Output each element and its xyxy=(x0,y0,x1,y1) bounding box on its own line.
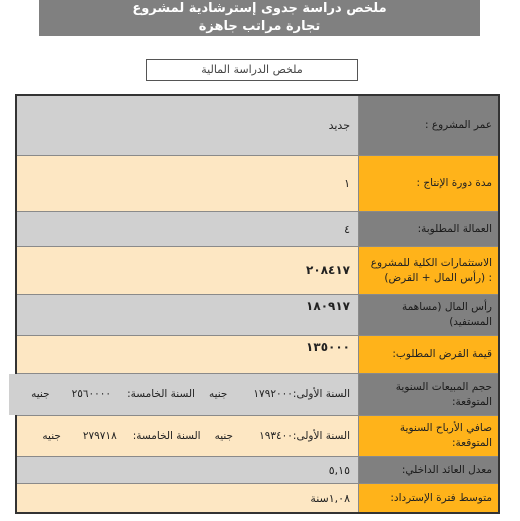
row-total-investment xyxy=(17,247,498,295)
sales-year5-label: السنة الخامسة: xyxy=(127,388,195,400)
label-net-profit: صافي الأرباح السنوية المتوقعة: xyxy=(358,416,498,456)
loan-text: ١٣٥٠٠٠ xyxy=(306,340,350,354)
label-irr: معدل العائد الداخلي: xyxy=(358,457,498,483)
label-production-cycle: مدة دورة الإنتاج : xyxy=(358,156,498,211)
total-investment-text: ٢٠٨٤١٧ xyxy=(306,263,350,277)
value-project-age xyxy=(17,96,358,155)
row-project-age xyxy=(17,96,498,156)
production-cycle-text: ١ xyxy=(344,177,350,190)
row-irr xyxy=(17,457,498,484)
row-net-profit xyxy=(17,416,498,457)
row-production-cycle xyxy=(17,156,498,212)
project-age-text: جديد xyxy=(328,119,350,132)
section-subtitle: ملخص الدراسة المالية xyxy=(146,59,358,81)
value-labor xyxy=(17,212,358,246)
sales-currency1: جنيه xyxy=(208,388,228,400)
irr-text: ٥,١٥ xyxy=(328,463,350,477)
label-loan: قيمة القرض المطلوب: xyxy=(358,336,498,373)
profit-currency2: جنيه xyxy=(42,429,61,442)
row-loan xyxy=(17,336,498,374)
annual-sales-line xyxy=(17,387,350,402)
value-total-investment xyxy=(17,247,358,294)
label-project-age: عمر المشروع : xyxy=(358,96,498,155)
document-header xyxy=(39,0,480,36)
profit-year1-label: السنة الأولى: xyxy=(292,429,350,442)
profit-year5-label: السنة الخامسة: xyxy=(132,429,201,442)
labor-text: ٤ xyxy=(344,222,350,236)
row-labor xyxy=(17,212,498,247)
value-net-profit xyxy=(17,416,358,456)
value-loan xyxy=(17,336,358,373)
header-title-line1: ملخص دراسة جدوى إسترشادية لمشروع xyxy=(132,1,387,16)
payback-text: ١,٠٨سنة xyxy=(310,491,350,505)
sales-currency2: جنيه xyxy=(31,388,50,400)
label-annual-sales: حجم المبيعات السنوية المتوقعة: xyxy=(358,374,498,415)
row-capital xyxy=(17,295,498,336)
row-payback xyxy=(17,484,498,512)
header-title-line2: تجارة مراتب جاهزة xyxy=(198,19,321,34)
capital-text: ١٨٠٩١٧ xyxy=(306,299,350,313)
value-production-cycle xyxy=(17,156,358,211)
row-annual-sales xyxy=(17,374,498,416)
profit-currency1: جنيه xyxy=(214,429,234,442)
profit-year5-value: ٢٧٩٧١٨ xyxy=(82,429,117,442)
value-payback xyxy=(17,484,358,512)
label-total-investment: الاستثمارات الكلية للمشروع : (رأس المال + القرض) xyxy=(358,247,498,294)
value-irr xyxy=(17,457,358,483)
sales-year5-value: ٢٥٦٠٠٠٠ xyxy=(71,388,112,400)
value-capital xyxy=(17,295,358,335)
financial-summary-table xyxy=(15,94,500,514)
value-annual-sales xyxy=(9,374,358,415)
label-payback: متوسط فترة الإسترداد: xyxy=(358,484,498,512)
sales-year1-label: السنة الأولى: xyxy=(292,388,350,400)
profit-year1-value: ١٩٣٤٠٠ xyxy=(259,429,293,442)
sales-year1-value: ١٧٩٢٠٠٠ xyxy=(253,388,293,400)
net-profit-line xyxy=(28,429,350,444)
label-labor: العمالة المطلوبة: xyxy=(358,212,498,246)
label-capital: رأس المال (مساهمة المستفيد) xyxy=(358,295,498,335)
